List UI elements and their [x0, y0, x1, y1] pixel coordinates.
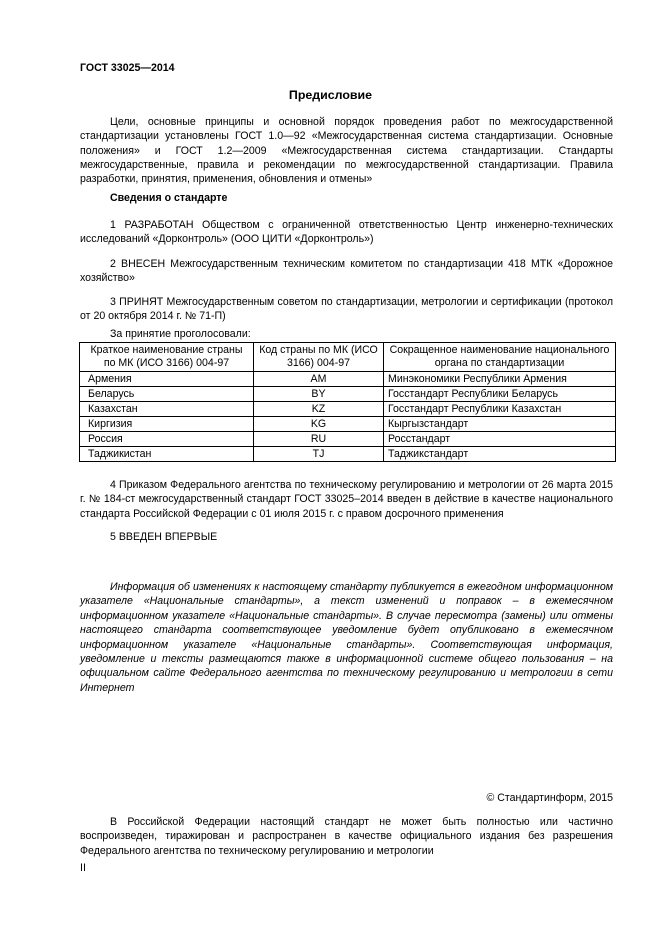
item-2-paragraph: 2 ВНЕСЕН Межгосударственным техническим комитетом по стандартизации 418 МТК «Дорожное хозяйство» [80, 258, 613, 285]
code-cell: BY [254, 387, 384, 402]
table-row [80, 402, 616, 417]
column-header-body: Сокращенное наименование национального органа по стандартизации [384, 343, 616, 372]
column-header-code: Код страны по МК (ИСО 3166) 004-97 [254, 343, 384, 372]
table-row [80, 432, 616, 447]
item-3-paragraph: 3 ПРИНЯТ Межгосударственным советом по стандартизации, метрологии и сертификации (протокол от 20 октября 2014 г. № 71-П) [80, 296, 613, 323]
rights-notice: В Российской Федерации настоящий стандарт не может быть полностью или частично воспроизведен, тиражирован и распространен в качестве официального издания без разрешения Федерального агентства по техническому регулированию и метрологии [80, 816, 613, 857]
table-row [80, 372, 616, 387]
item-1-paragraph: 1 РАЗРАБОТАН Обществом с ограниченной ответственностью Центр инженерно-технических исследований «Дорконтроль» (ООО ЦИТИ «Дорконтроль») [80, 219, 613, 246]
body-cell: Росстандарт [384, 432, 616, 447]
item-5-paragraph: 5 ВВЕДЕН ВПЕРВЫЕ [110, 531, 218, 543]
code-cell: KG [254, 417, 384, 432]
country-cell: Киргизия [80, 417, 254, 432]
code-cell: AM [254, 372, 384, 387]
intro-paragraph: Цели, основные принципы и основной порядок проведения работ по межгосударственной стандартизации установлены ГОСТ 1.0—92 «Межгосударственная система стандартизации. Основные положения» и ГОСТ 1.2—2009 «Межгосударственная система стандартизации. Стандарты межгосударственные, правила и рекомендации по межгосударственной стандартизации. Правила разработки, принятия, применения, обновления и отмены» [80, 116, 613, 186]
code-cell: RU [254, 432, 384, 447]
body-cell: Кыргызстандарт [384, 417, 616, 432]
voting-countries-table [79, 342, 616, 462]
item-4-paragraph: 4 Приказом Федерального агентства по техническому регулированию и метрологии от 26 марта 2015 г. № 184-ст межгосударственный стандарт ГОСТ 33025–2014 введен в действие в качестве национального стандарта Российской Федерации с 01 июля 2015 г. с правом досрочного применения [80, 479, 613, 520]
body-cell: Таджикстандарт [384, 447, 616, 462]
vote-caption: За принятие проголосовали: [110, 328, 251, 340]
table-row [80, 387, 616, 402]
country-cell: Казахстан [80, 402, 254, 417]
page-title: Предисловие [288, 88, 373, 102]
body-cell: Минэкономики Республики Армения [384, 372, 616, 387]
country-cell: Таджикистан [80, 447, 254, 462]
standard-code-header: ГОСТ 33025—2014 [80, 62, 175, 74]
info-notice: Информация об изменениях к настоящему стандарту публикуется в ежегодном информационном указателе «Национальные стандарты», а текст изменений и поправок – в ежемесячном информационном указателе «Национальные стандарты». В случае пересмотра (замены) или отмены настоящего стандарта соответствующее уведомление будет опубликовано в ежемесячном информационном указателе «Национальные стандарты». Соответствующая информация, уведомление и тексты размещаются также в информационной системе общего пользования – на официальном сайте Федерального агентства по техническому регулированию и метрологии в сети Интернет [80, 581, 613, 694]
code-cell: TJ [254, 447, 384, 462]
column-header-country: Краткое наименование страны по МК (ИСО 3166) 004-97 [80, 343, 254, 372]
country-cell: Беларусь [80, 387, 254, 402]
body-cell: Госстандарт Республики Казахстан [384, 402, 616, 417]
body-cell: Госстандарт Республики Беларусь [384, 387, 616, 402]
country-cell: Россия [80, 432, 254, 447]
country-cell: Армения [80, 372, 254, 387]
table-row [80, 417, 616, 432]
page-number: II [80, 862, 86, 874]
section-title: Сведения о стандарте [110, 192, 228, 204]
code-cell: KZ [254, 402, 384, 417]
table-header-row [80, 343, 616, 372]
table-row [80, 447, 616, 462]
copyright-notice: © Стандартинформ, 2015 [486, 792, 613, 804]
